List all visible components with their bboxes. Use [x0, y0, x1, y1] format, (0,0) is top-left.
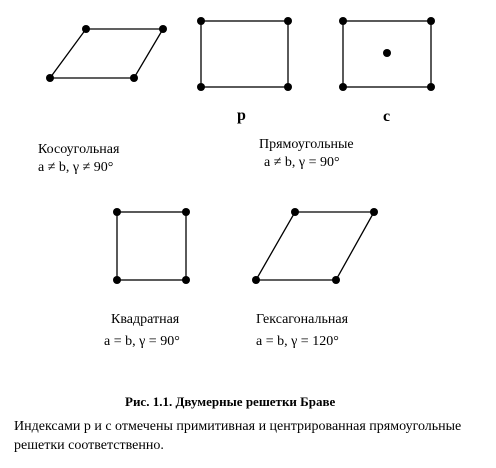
lattice-point — [291, 208, 299, 216]
rectangular-condition: a ≠ b, γ = 90° — [264, 155, 340, 170]
lattice-point — [339, 17, 347, 25]
hexagonal-outline — [256, 212, 374, 280]
primitive-index-label: p — [237, 107, 246, 124]
lattice-point — [82, 25, 90, 33]
lattice-point — [113, 208, 121, 216]
centered-index-label: c — [383, 108, 391, 125]
lattice-point — [46, 74, 54, 82]
lattice-point — [284, 83, 292, 91]
lattice-point — [197, 83, 205, 91]
lattice-point — [284, 17, 292, 25]
square-outline — [117, 212, 186, 280]
lattice-point — [182, 208, 190, 216]
oblique-cell — [46, 25, 167, 82]
hexagonal-condition: a = b, γ = 120° — [256, 334, 339, 349]
lattice-point — [427, 83, 435, 91]
lattice-point — [427, 17, 435, 25]
oblique-name: Косоугольная — [38, 142, 120, 157]
figure-note: Индексами p и с отмечены примитивная и центрированная прямоугольные решетки соответственно. — [14, 419, 462, 453]
rectangular-primitive-outline — [201, 21, 288, 87]
lattice-point — [113, 276, 121, 284]
lattice-point — [197, 17, 205, 25]
lattice-point — [252, 276, 260, 284]
lattice-point — [332, 276, 340, 284]
rectangular-name: Прямоугольные — [259, 137, 354, 152]
center-point — [383, 49, 391, 57]
lattice-point — [339, 83, 347, 91]
rectangular-centered-cell — [339, 17, 435, 91]
square-name: Квадратная — [111, 312, 180, 327]
square-condition: a = b, γ = 90° — [104, 334, 180, 349]
lattice-point — [159, 25, 167, 33]
hexagonal-name: Гексагональная — [256, 312, 349, 327]
lattice-point — [370, 208, 378, 216]
oblique-cell-outline — [50, 29, 163, 78]
oblique-condition: a ≠ b, γ ≠ 90° — [38, 160, 114, 175]
figure-caption: Рис. 1.1. Двумерные решетки Браве — [125, 394, 336, 409]
lattice-point — [182, 276, 190, 284]
hexagonal-cell — [252, 208, 378, 284]
square-cell — [113, 208, 190, 284]
rectangular-primitive-cell — [197, 17, 292, 91]
lattice-point — [130, 74, 138, 82]
